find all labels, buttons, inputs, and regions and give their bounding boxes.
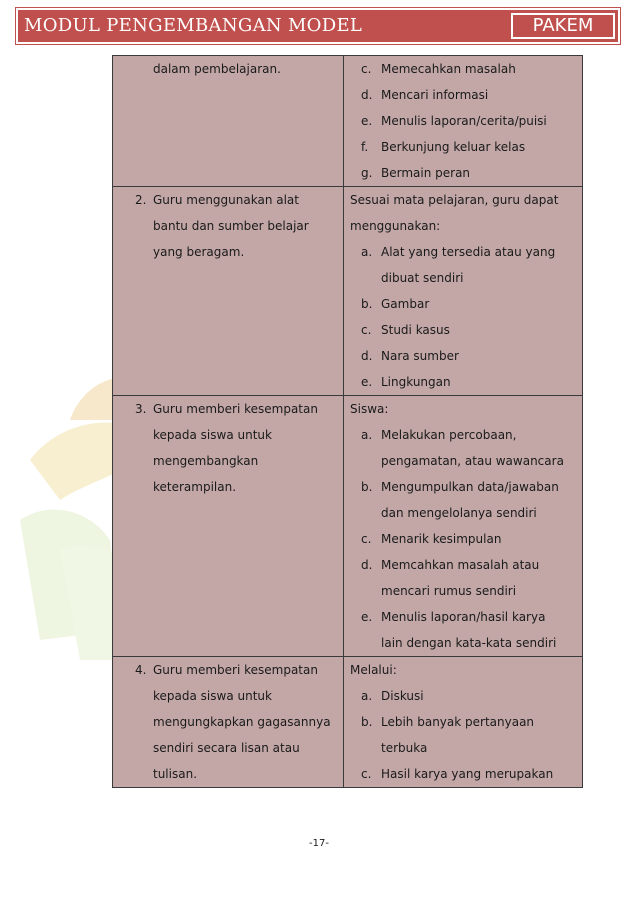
- list-item: d. Memcahkan masalah atau: [361, 558, 540, 572]
- list-item: g. Bermain peran: [361, 166, 471, 180]
- row-number: 4.: [135, 663, 147, 677]
- table-row: [113, 657, 583, 788]
- indicator-text: tulisan.: [153, 767, 198, 781]
- list-item: a. Melakukan percobaan,: [361, 428, 517, 442]
- indicator-text: bantu dan sumber belajar: [153, 219, 309, 233]
- pakem-badge: PAKEM: [511, 13, 615, 39]
- list-item: e. Menulis laporan/cerita/puisi: [361, 114, 547, 128]
- indicator-text: mengembangkan: [153, 454, 259, 468]
- indicator-text: keterampilan.: [153, 480, 237, 494]
- list-item-cont: dan mengelolanya sendiri: [381, 506, 537, 520]
- list-item: c. Menarik kesimpulan: [361, 532, 502, 546]
- intro-text: Sesuai mata pelajaran, guru dapat: [350, 193, 559, 207]
- indicator-text: Guru memberi kesempatan: [153, 402, 318, 416]
- list-item: c. Memecahkan masalah: [361, 62, 516, 76]
- indicator-text: dalam pembelajaran.: [153, 62, 281, 76]
- intro-text: menggunakan:: [350, 219, 441, 233]
- list-item-cont: dibuat sendiri: [381, 271, 464, 285]
- indicator-text: yang beragam.: [153, 245, 245, 259]
- activity-cell: [344, 56, 583, 187]
- page-number: -17-: [309, 838, 329, 849]
- indicator-text: Guru memberi kesempatan: [153, 663, 318, 677]
- list-item: b. Gambar: [361, 297, 430, 311]
- table-row: [113, 187, 583, 396]
- module-title: MODUL PENGEMBANGAN MODEL: [24, 15, 363, 36]
- row-number: 3.: [135, 402, 147, 416]
- activity-cell: [344, 187, 583, 396]
- list-item-cont: mencari rumus sendiri: [381, 584, 517, 598]
- row-number: 2.: [135, 193, 147, 207]
- table-row: [113, 56, 583, 187]
- list-item-cont: lain dengan kata-kata sendiri: [381, 636, 557, 650]
- list-item-cont: terbuka: [381, 741, 428, 755]
- list-item: d. Mencari informasi: [361, 88, 489, 102]
- list-item: a. Alat yang tersedia atau yang: [361, 245, 556, 259]
- list-item: b. Mengumpulkan data/jawaban: [361, 480, 559, 494]
- indicator-cell: [113, 657, 344, 788]
- indicator-text: kepada siswa untuk: [153, 428, 272, 442]
- list-item: f. Berkunjung keluar kelas: [361, 140, 526, 154]
- list-item-cont: pengamatan, atau wawancara: [381, 454, 564, 468]
- indicator-cell: [113, 56, 344, 187]
- criteria-table: [112, 55, 583, 788]
- indicator-cell: [113, 396, 344, 657]
- page-header: [16, 8, 620, 44]
- indicator-text: Guru menggunakan alat: [153, 193, 299, 207]
- intro-text: Siswa:: [350, 402, 389, 416]
- table-row: [113, 396, 583, 657]
- activity-cell: [344, 657, 583, 788]
- activity-cell: [344, 396, 583, 657]
- indicator-cell: [113, 187, 344, 396]
- list-item: a. Diskusi: [361, 689, 424, 703]
- list-item: e. Menulis laporan/hasil karya: [361, 610, 546, 624]
- list-item: c. Hasil karya yang merupakan: [361, 767, 554, 781]
- indicator-text: mengungkapkan gagasannya: [153, 715, 331, 729]
- list-item: b. Lebih banyak pertanyaan: [361, 715, 535, 729]
- list-item: e. Lingkungan: [361, 375, 451, 389]
- list-item: c. Studi kasus: [361, 323, 450, 337]
- intro-text: Melalui:: [350, 663, 397, 677]
- indicator-text: kepada siswa untuk: [153, 689, 272, 703]
- indicator-text: sendiri secara lisan atau: [153, 741, 300, 755]
- list-item: d. Nara sumber: [361, 349, 459, 363]
